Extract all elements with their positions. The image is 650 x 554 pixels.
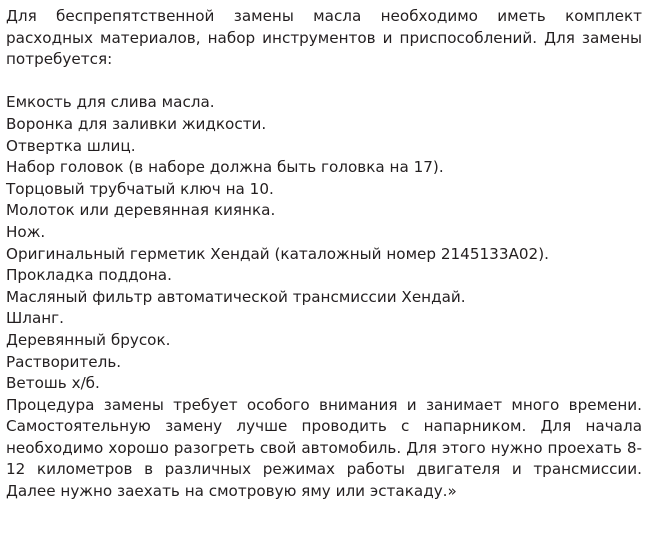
- list-item: Набор головок (в наборе должна быть головка на 17).: [6, 158, 444, 177]
- list-item: Отвертка шлиц.: [6, 136, 136, 155]
- intro-paragraph: Для беспрепятственной замены масла необходимо иметь комплект расходных материалов, набор инструментов и приспособлений. Для замены потребуется:: [6, 7, 642, 69]
- closing-paragraph: Процедура замены требует особого внимания и занимает много времени. Самостоятельную замену лучше проводить с напарником. Для начала необходимо хорошо разогреть свой автомобиль. Для этого нужно проехать 8-12 километров в различных режимах работы двигателя и трансмиссии. Далее нужно заехать на смотровую яму или эстакаду.»: [6, 395, 642, 501]
- list-item: Деревянный брусок.: [6, 330, 171, 349]
- list-item: Ветошь х/б.: [6, 374, 100, 393]
- list-item: Нож.: [6, 222, 46, 241]
- paragraph-spacer: [6, 71, 642, 93]
- list-item: Растворитель.: [6, 352, 122, 371]
- list-item: Шланг.: [6, 309, 64, 328]
- list-item: Воронка для заливки жидкости.: [6, 114, 267, 133]
- list-item: Прокладка поддона.: [6, 266, 172, 285]
- list-item: Оригинальный герметик Хендай (каталожный номер 2145133А02).: [6, 244, 549, 263]
- list-item: Торцовый трубчатый ключ на 10.: [6, 179, 274, 198]
- list-item: Масляный фильтр автоматической трансмиссии Хендай.: [6, 287, 466, 306]
- list-item: Емкость для слива масла.: [6, 93, 215, 112]
- list-item: Молоток или деревянная киянка.: [6, 201, 276, 220]
- materials-list: [6, 92, 642, 394]
